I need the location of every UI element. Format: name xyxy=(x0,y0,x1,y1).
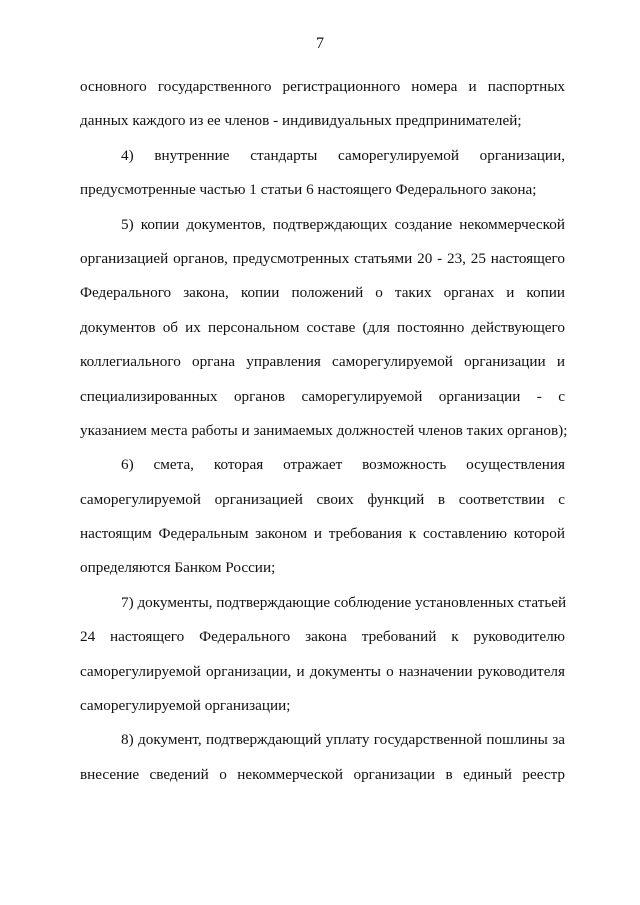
text-line: Федерального закона, копии положений о таких органах и копии xyxy=(80,284,565,302)
text-line: саморегулируемой организацией своих функций в соответствии с xyxy=(80,490,565,508)
text-line: документов об их персональном составе (для постоянно действующего xyxy=(80,318,565,336)
text-line: данных каждого из ее членов - индивидуальных предпринимателей; xyxy=(80,112,522,130)
text-line: предусмотренные частью 1 статьи 6 настоящего Федерального закона; xyxy=(80,181,537,199)
text-line: 5) копии документов, подтверждающих создание некоммерческой xyxy=(121,215,565,233)
text-line: 4) внутренние стандарты саморегулируемой организации, xyxy=(121,146,565,164)
text-line: настоящим Федеральным законом и требования к составлению которой xyxy=(80,525,565,543)
text-line: организацией органов, предусмотренных статьями 20 - 23, 25 настоящего xyxy=(80,249,565,267)
text-line: внесение сведений о некоммерческой организации в единый реестр xyxy=(80,765,565,783)
text-line: основного государственного регистрационного номера и паспортных xyxy=(80,78,565,95)
text-line: определяются Банком России; xyxy=(80,559,276,577)
text-line: коллегиального органа управления саморегулируемой организации и xyxy=(80,353,565,371)
document-body xyxy=(80,70,568,792)
text-line: 6) смета, которая отражает возможность осуществления xyxy=(121,456,565,474)
text-line: 7) документы, подтверждающие соблюдение установленных статьей xyxy=(121,593,567,611)
text-line: саморегулируемой организации, и документы о назначении руководителя xyxy=(80,662,565,680)
text-line: указанием места работы и занимаемых должностей членов таких органов); xyxy=(80,421,568,439)
text-line: специализированных органов саморегулируемой организации - с xyxy=(80,387,565,405)
page-number: 7 xyxy=(316,35,324,52)
text-line: 24 настоящего Федерального закона требований к руководителю xyxy=(80,628,565,646)
text-line: 8) документ, подтверждающий уплату государственной пошлины за xyxy=(121,731,565,749)
text-line: саморегулируемой организации; xyxy=(80,697,291,715)
